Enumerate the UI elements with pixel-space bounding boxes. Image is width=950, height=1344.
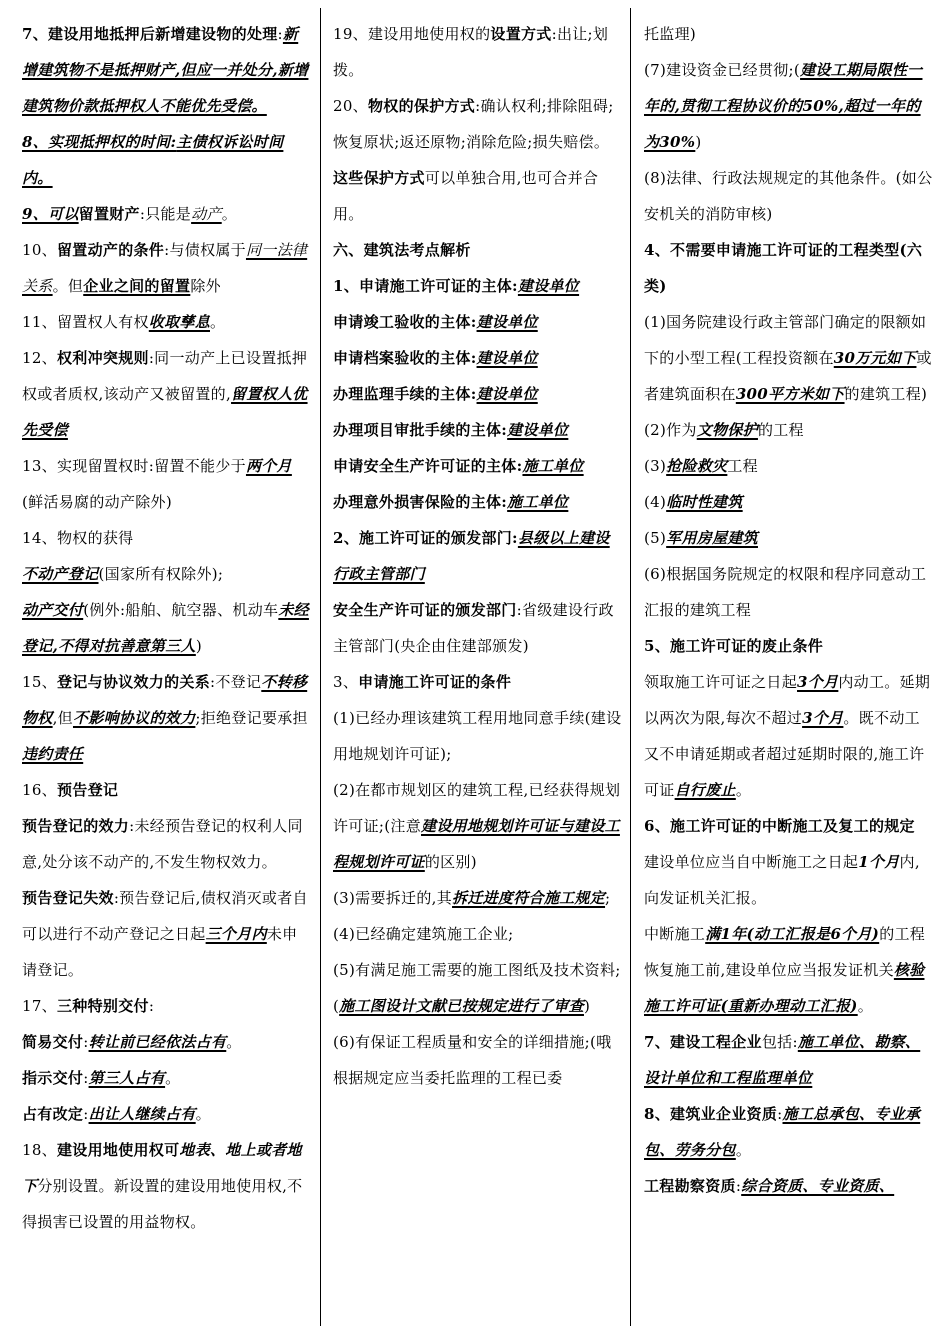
paragraph	[22, 1024, 312, 1060]
paragraph	[644, 232, 934, 304]
text-run: 安全生产许可证的颁发部门	[333, 601, 517, 619]
text-run: 。	[735, 1141, 752, 1159]
emphasized-text: 动产交付	[22, 601, 84, 619]
emphasized-text: 施工图设计文献已按规定进行了审查	[339, 997, 584, 1015]
emphasized-text: 留置权人优先受偿	[22, 385, 308, 439]
paragraph	[22, 556, 312, 592]
paragraph	[644, 448, 934, 484]
text-run: 10、	[22, 241, 57, 259]
text-run: :	[735, 1177, 742, 1195]
text-run: (4)	[644, 493, 667, 511]
text-run: ;拒绝登记要承担	[195, 709, 308, 727]
text-run: 的建筑工程)	[844, 385, 928, 403]
text-run: :省级建设行政主管部门(央企由住建部颁发)	[333, 601, 614, 655]
text-run: 申请施工许可证的条件	[358, 673, 512, 691]
paragraph	[644, 664, 934, 808]
text-run: :与债权属于	[164, 241, 246, 259]
paragraph	[333, 160, 623, 232]
paragraph	[333, 268, 623, 304]
text-run: 申请竣工验收的主体:	[333, 313, 477, 331]
emphasized-text: 抢险救灾	[666, 457, 728, 475]
text-run: 19、建设用地使用权的	[333, 25, 491, 43]
emphasized-text: 建设用地规划许可证与建设工程规划许可证	[333, 817, 620, 871]
text-run: 的工程	[757, 421, 804, 439]
text-run: 的区别)	[424, 853, 477, 871]
text-run: 12、	[22, 349, 57, 367]
emphasized-text: 30万元如下	[833, 349, 917, 367]
text-run: 领取施工许可证之日起	[644, 673, 798, 691]
paragraph	[22, 664, 312, 772]
paragraph	[644, 412, 934, 448]
emphasized-text: 施工单位	[507, 493, 569, 511]
paragraph	[644, 844, 934, 916]
text-run: :	[83, 1033, 89, 1051]
text-run: 1、申请施工许可证的主体:	[333, 277, 518, 295]
text-run: 。	[857, 997, 874, 1015]
text-run: :	[277, 25, 283, 43]
text-run: (8)法律、行政法规规定的其他条件。(如公安机关的消防审核)	[644, 169, 933, 223]
text-run: :	[777, 1105, 783, 1123]
emphasized-text: 县级以上建设行政主管部门	[333, 529, 610, 583]
text-run: (鲜活易腐的动产除外)	[22, 493, 173, 511]
text-run: (5)	[644, 529, 667, 547]
text-run: )	[195, 637, 202, 655]
text-column-left	[22, 16, 312, 1240]
text-run: :未经预告登记的权利人同意,处分该不动产的,不发生物权效力。	[22, 817, 303, 871]
text-run: 。	[195, 1105, 211, 1123]
paragraph	[22, 880, 312, 988]
text-run: ;	[605, 889, 611, 907]
emphasized-text: 施工单位	[522, 457, 584, 475]
text-run: 六、建筑法考点解析	[333, 241, 471, 259]
text-run: 或者建筑面积在	[644, 349, 932, 403]
text-run: 2、施工许可证的颁发部门:	[333, 529, 518, 547]
text-run: 这些保护方式	[333, 169, 425, 187]
paragraph	[22, 16, 312, 124]
paragraph	[333, 304, 623, 340]
paragraph	[644, 916, 934, 1024]
paragraph	[644, 628, 934, 664]
text-run: (6)有保证工程质量和安全的详细措施;(哦根据规定应当委托监理的工程已委	[333, 1033, 612, 1087]
emphasized-text: 3个月	[802, 709, 844, 727]
text-run: :预告登记后,债权消灭或者自可以进行不动产登记之日起	[22, 889, 308, 943]
emphasized-text: 不转移物权	[22, 673, 308, 727]
emphasized-text: 300平方米如下	[735, 385, 845, 403]
text-run: 工程勘察资质	[644, 1177, 736, 1195]
text-run: 6、施工许可证的中断施工及复工的规定	[644, 817, 915, 835]
text-run: 5、施工许可证的废止条件	[644, 637, 824, 655]
emphasized-text: 施工单位、勘察、设计单位和工程监理单位	[644, 1033, 921, 1087]
emphasized-text: 不影响协议的效力	[72, 709, 196, 727]
emphasized-text: 违约责任	[22, 745, 84, 763]
text-run: ,但	[52, 709, 73, 727]
text-run: 留置动产的条件	[57, 241, 165, 259]
text-run: 18、	[22, 1141, 57, 1159]
emphasized-text: 动产	[191, 205, 222, 223]
paragraph	[22, 304, 312, 340]
text-run: 权利冲突规则	[57, 349, 149, 367]
text-run: 申请档案验收的主体:	[333, 349, 477, 367]
text-run: 地表、地上或者地下	[22, 1141, 302, 1195]
text-run: 14、物权的获得	[22, 529, 134, 547]
emphasized-text: 三个月内	[205, 925, 267, 943]
text-run: 建设单位应当自中断施工之日起	[644, 853, 859, 871]
emphasized-text: 建设单位	[476, 385, 538, 403]
paragraph	[333, 916, 623, 952]
text-run: :	[83, 1069, 89, 1087]
emphasized-text: 建设单位	[517, 277, 580, 295]
paragraph	[644, 304, 934, 412]
emphasized-text: 出让人继续占有	[88, 1105, 196, 1123]
paragraph	[22, 1132, 312, 1240]
text-run: (5)有满足施工需要的施工图纸及技术资料;(	[333, 961, 621, 1015]
emphasized-text: 拆迁进度符合施工规定	[452, 889, 606, 907]
text-run: :	[148, 997, 155, 1015]
text-run: 3、	[333, 673, 359, 691]
paragraph	[333, 592, 623, 664]
paragraph	[333, 880, 623, 916]
text-run: :同一动产上已设置抵押权或者质权,该动产又被留置的,	[22, 349, 308, 403]
text-run: 留置财产	[78, 205, 140, 223]
paragraph	[333, 1024, 623, 1096]
text-run: 简易交付	[22, 1033, 84, 1051]
text-run: 内,向发证机关汇报。	[644, 853, 920, 907]
text-run: 13、实现留置权时:留置不能少于	[22, 457, 246, 475]
paragraph	[333, 772, 623, 880]
emphasized-text: 同一法律关系	[22, 241, 308, 295]
text-run: 1个月	[858, 853, 900, 871]
paragraph	[22, 340, 312, 448]
text-run: (2)在都市规划区的建筑工程,已经获得规划许可证;(注意	[333, 781, 621, 835]
paragraph	[644, 1024, 934, 1096]
paragraph	[644, 16, 934, 52]
text-run: 16、	[22, 781, 57, 799]
text-run: 办理监理手续的主体:	[333, 385, 477, 403]
text-run: 内动工。延期以两次为限,每次不超过	[644, 673, 931, 727]
paragraph	[22, 592, 312, 664]
text-run: 托监理)	[644, 25, 697, 43]
paragraph	[333, 448, 623, 484]
paragraph	[644, 556, 934, 628]
text-run: 未申请登记。	[22, 925, 298, 979]
paragraph	[22, 196, 312, 232]
text-run: 包括:	[761, 1033, 798, 1051]
text-run: 登记与协议效力的关系	[57, 673, 211, 691]
text-run: 。	[165, 1069, 181, 1087]
emphasized-text: 3个月	[797, 673, 839, 691]
emphasized-text: 核验施工许可证(重新办理动工汇报)	[644, 961, 925, 1015]
text-run: 8、建筑业企业资质	[644, 1105, 778, 1123]
paragraph	[22, 988, 312, 1024]
paragraph	[644, 160, 934, 232]
text-run: 设置方式	[490, 25, 552, 43]
emphasized-text: 建设单位	[476, 313, 538, 331]
text-run: )	[583, 997, 591, 1015]
paragraph	[644, 52, 934, 160]
text-run: 工程	[727, 457, 758, 475]
paragraph	[22, 520, 312, 556]
text-run: 7、建设用地抵押后新增建设物的处理	[22, 25, 278, 43]
emphasized-text: 自行废止	[674, 781, 736, 799]
text-run: 。既不动工又不申请延期或者超过延期时限的,施工许可证	[644, 709, 925, 799]
emphasized-text: 两个月	[245, 457, 292, 475]
paragraph	[644, 1168, 934, 1204]
text-run: 预告登记失效	[22, 889, 114, 907]
emphasized-text: 满1年(动工汇报是6个月)	[705, 925, 880, 943]
text-run: :确认权利;排除阻碍;恢复原状;返还原物;消除危险;损失赔偿。	[333, 97, 614, 151]
text-run: (2)作为	[644, 421, 697, 439]
text-run: 17、	[22, 997, 57, 1015]
emphasized-text: 综合资质、专业资质、	[741, 1177, 895, 1195]
emphasized-text: 建设工期局限性一年的,贯彻工程协议价的50%,超过一年的为30%	[644, 61, 923, 151]
text-run: 占有改定	[22, 1105, 84, 1123]
paragraph	[22, 1060, 312, 1096]
emphasized-text: 建设单位	[476, 349, 538, 367]
paragraph	[22, 124, 312, 196]
emphasized-text: 9、可以	[22, 205, 79, 223]
text-run: 三种特别交付	[57, 997, 149, 1015]
text-run: (国家所有权除外);	[98, 565, 224, 583]
text-run: 中断施工	[644, 925, 706, 943]
paragraph	[644, 520, 934, 556]
text-run: 15、	[22, 673, 57, 691]
text-run: (3)需要拆迁的,其	[333, 889, 453, 907]
emphasized-text: 军用房屋建筑	[666, 529, 758, 547]
text-run: 可以单独合用,也可合并合用。	[333, 169, 599, 223]
text-run: 7、建设工程企业	[644, 1033, 762, 1051]
emphasized-text: 建设单位	[507, 421, 569, 439]
emphasized-text: 临时性建筑	[666, 493, 743, 511]
text-run: (4)已经确定建筑施工企业;	[333, 925, 514, 943]
text-run: 建设用地使用权可	[57, 1141, 180, 1159]
emphasized-text: 施工总承包、专业承包、劳务分包	[644, 1105, 921, 1159]
text-run: :出让;划拨。	[333, 25, 609, 79]
paragraph	[644, 808, 934, 844]
emphasized-text: 未经登记,不得对抗善意第三人	[22, 601, 309, 655]
text-run: 物权的保护方式	[368, 97, 476, 115]
paragraph	[22, 808, 312, 880]
emphasized-text: 文物保护	[696, 421, 758, 439]
text-column-right	[644, 16, 934, 1204]
paragraph	[644, 484, 934, 520]
emphasized-text: 不动产登记	[22, 565, 99, 583]
text-column-middle	[333, 16, 623, 1096]
text-run: 指示交付	[22, 1069, 84, 1087]
text-run: 除外	[190, 277, 221, 295]
paragraph	[644, 1096, 934, 1168]
paragraph	[333, 484, 623, 520]
emphasized-text: 转让前已经依法占有	[88, 1033, 227, 1051]
text-run: 。	[210, 313, 226, 331]
paragraph	[333, 376, 623, 412]
column-divider-2	[630, 8, 631, 1326]
paragraph	[22, 448, 312, 520]
text-run: 20、	[333, 97, 368, 115]
text-run: :只能是	[139, 205, 192, 223]
paragraph	[22, 1096, 312, 1132]
text-run: 的工程恢复施工前,建设单位应当报发证机关	[644, 925, 926, 979]
paragraph	[333, 664, 623, 700]
paragraph	[333, 952, 623, 1024]
paragraph	[333, 16, 623, 88]
emphasized-text: 8、实现抵押权的时间:	[22, 133, 177, 151]
text-run: 。	[226, 1033, 242, 1051]
text-run: 4、不需要申请施工许可证的工程类型(六类)	[644, 241, 923, 295]
text-run: 。	[221, 205, 238, 223]
paragraph	[333, 412, 623, 448]
text-run: 办理项目审批手续的主体:	[333, 421, 508, 439]
emphasized-text: 收取孳息	[148, 313, 210, 331]
paragraph	[22, 232, 312, 304]
text-run: 。	[735, 781, 752, 799]
paragraph	[333, 700, 623, 772]
column-divider-1	[320, 8, 321, 1326]
text-run: 办理意外损害保险的主体:	[333, 493, 508, 511]
paragraph	[333, 88, 623, 160]
text-run: (7)建设资金已经贯彻;(	[644, 61, 801, 79]
text-run: 预告登记	[57, 781, 119, 799]
text-run: 分别设置。新设置的建设用地使用权,不得损害已设置的用益物权。	[22, 1177, 303, 1231]
text-run: 。但	[52, 277, 84, 295]
emphasized-text: 企业之间的留置	[83, 277, 191, 295]
text-run: (例外:船舶、航空器、机动车	[83, 601, 279, 619]
paragraph	[333, 340, 623, 376]
text-run: (1)国务院建设行政主管部门确定的限额如下的小型工程(工程投资额在	[644, 313, 927, 367]
paragraph	[333, 520, 623, 592]
emphasized-text: 新增建筑物不是抵押财产,但应一并处分,新增建筑物价款抵押权人不能优先受偿。	[22, 25, 309, 115]
text-run: (3)	[644, 457, 667, 475]
text-run: :	[83, 1105, 89, 1123]
text-run: )	[695, 133, 702, 151]
text-run: 申请安全生产许可证的主体:	[333, 457, 523, 475]
text-run: 11、留置权人有权	[22, 313, 149, 331]
text-run: (6)根据国务院规定的权限和程序同意动工汇报的建筑工程	[644, 565, 927, 619]
paragraph	[333, 232, 623, 268]
emphasized-text: 主债权诉讼时间内。	[22, 133, 284, 187]
text-run: 预告登记的效力	[22, 817, 130, 835]
text-run: (1)已经办理该建筑工程用地同意手续(建设用地规划许可证);	[333, 709, 622, 763]
emphasized-text: 第三人占有	[88, 1069, 166, 1087]
paragraph	[22, 772, 312, 808]
text-run: :不登记	[210, 673, 262, 691]
